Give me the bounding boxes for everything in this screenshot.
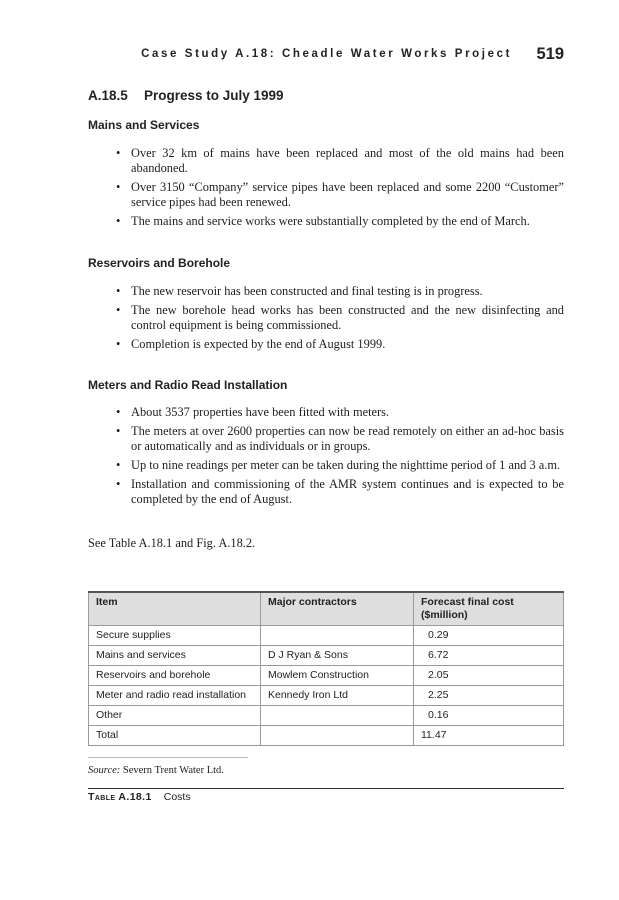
column-header-contractors: Major contractors [261,592,414,626]
cell-contractor [261,726,414,746]
cell-contractor: Mowlem Construction [261,666,414,686]
section-number: A.18.5 [88,88,128,103]
table-row [89,686,564,706]
column-header-item: Item [89,592,261,626]
cell-item: Other [89,706,261,726]
table-row [89,706,564,726]
subsection-heading-meters: Meters and Radio Read Installation [88,378,288,392]
see-also-paragraph: See Table A.18.1 and Fig. A.18.2. [88,536,256,550]
list-item: • The mains and service works were substantially completed by the end of March. [116,214,564,229]
cell-cost: 0.16 [414,706,564,726]
list-item: • Installation and commissioning of the AMR system continues and is expected to be completed by the end of August. [116,477,564,507]
source-divider [88,757,248,758]
cell-cost: 6.72 [414,646,564,666]
running-header [88,46,564,68]
costs-table [88,591,564,746]
table-row [89,666,564,686]
cell-contractor [261,706,414,726]
cell-contractor: D J Ryan & Sons [261,646,414,666]
caption-label: Table A.18.1 [88,791,152,803]
list-item: • The new borehole head works has been constructed and the new disinfecting and control equipment is being commissioned. [116,303,564,333]
cell-item: Secure supplies [89,626,261,646]
running-title: Case Study A.18: Cheadle Water Works Project [141,48,512,60]
cell-item: Mains and services [89,646,261,666]
subsection-heading-mains: Mains and Services [88,118,200,132]
cell-cost: 2.25 [414,686,564,706]
source-note [88,765,224,776]
caption-divider [88,788,564,789]
table-caption [88,791,191,803]
cell-contractor [261,626,414,646]
cell-item: Meter and radio read installation [89,686,261,706]
list-item: • Up to nine readings per meter can be taken during the nighttime period of 1 and 3 a.m. [116,458,564,473]
cell-item: Reservoirs and borehole [89,666,261,686]
section-heading [88,88,284,103]
list-item: • About 3537 properties have been fitted with meters. [116,405,564,420]
page-number: 519 [536,45,564,63]
source-label: Source: [88,765,121,776]
column-header-cost: Forecast final cost ($million) [414,592,564,626]
list-item: • The new reservoir has been constructed and final testing is in progress. [116,284,564,299]
table-row [89,646,564,666]
list-item: • Over 3150 “Company” service pipes have been replaced and some 2200 “Customer” service pipes had been renewed. [116,180,564,210]
cell-cost: 2.05 [414,666,564,686]
cell-cost: 0.29 [414,626,564,646]
cell-cost: 11.47 [414,726,564,746]
section-title: Progress to July 1999 [144,88,284,103]
bullet-list-mains [116,146,564,233]
cell-item: Total [89,726,261,746]
list-item: • Completion is expected by the end of August 1999. [116,337,564,352]
source-text: Severn Trent Water Ltd. [122,765,224,776]
bullet-list-meters [116,405,564,511]
caption-text: Costs [163,791,191,803]
list-item: • The meters at over 2600 properties can now be read remotely on either an ad-hoc basis or automatically and as individuals or in groups. [116,424,564,454]
subsection-heading-reservoirs: Reservoirs and Borehole [88,256,231,270]
table-header-row [89,592,564,626]
cell-contractor: Kennedy Iron Ltd [261,686,414,706]
bullet-list-reservoirs [116,284,564,356]
table-row [89,626,564,646]
table-row [89,726,564,746]
list-item: • Over 32 km of mains have been replaced and most of the old mains had been abandoned. [116,146,564,176]
